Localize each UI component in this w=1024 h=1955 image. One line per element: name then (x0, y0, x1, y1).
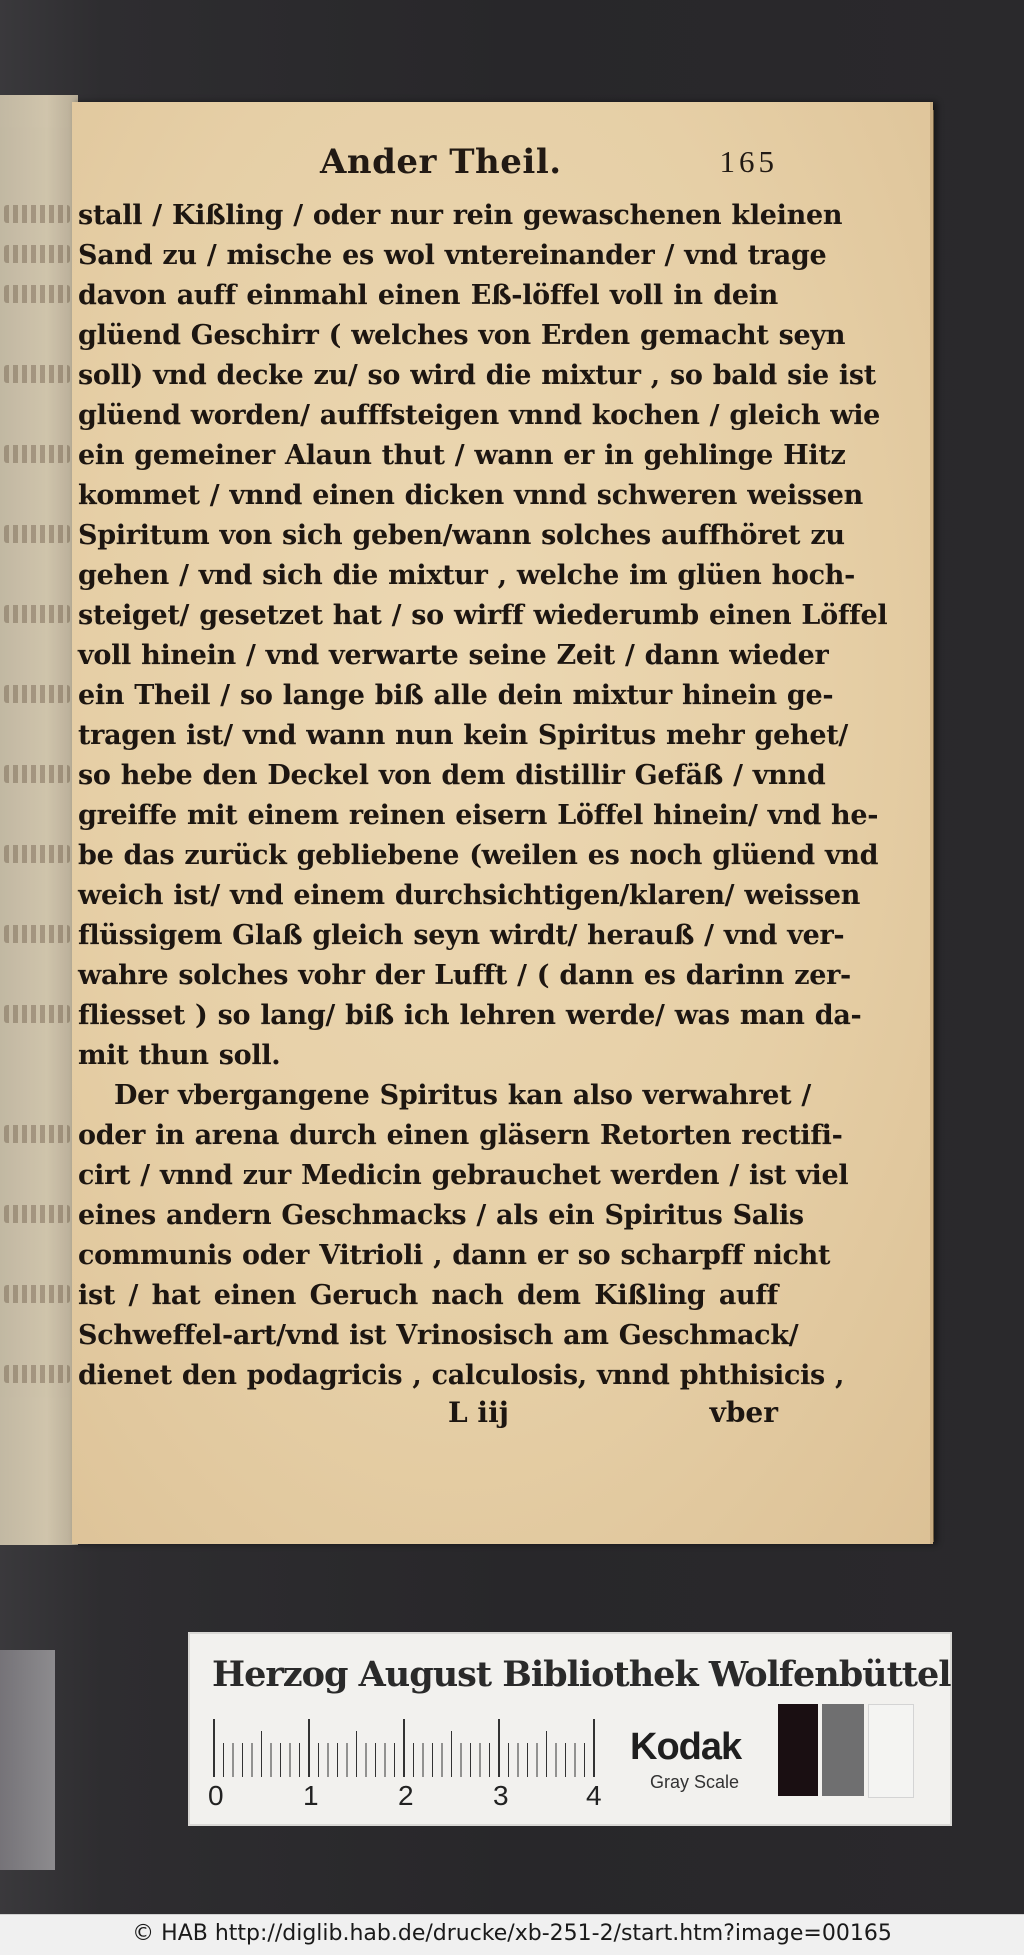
white-swatch (868, 1704, 914, 1798)
text-line: weich ist/ vnd einem durchsichtigen/klaren/ weissen (78, 880, 861, 911)
black-swatch (778, 1704, 818, 1796)
text-line: steiget/ gesetzet hat / so wirff wiederumb einen Löffel (78, 600, 888, 631)
text-line: davon auff einmahl einen Eß-löffel voll in dein (78, 280, 778, 311)
text-line: gehen / vnd sich die mixtur , welche im glüen hoch- (78, 560, 855, 591)
text-line: flüssigem Glaß gleich seyn wirdt/ herauß / vnd ver- (78, 920, 845, 951)
ghost-text-line (4, 1125, 70, 1143)
signature-mark: L iij (448, 1396, 509, 1429)
ruler-ticks (212, 1719, 602, 1779)
library-name: Herzog August Bibliothek Wolfenbüttel (212, 1654, 951, 1695)
page-footer (78, 1396, 778, 1436)
text-line: ist / hat einen Geruch nach dem Kißling auff (78, 1280, 778, 1311)
ruler-label: 2 (398, 1780, 414, 1811)
ghost-text-line (4, 925, 70, 943)
catchword: vber (709, 1396, 778, 1429)
running-title: Ander Theil. (320, 142, 562, 182)
text-line: kommet / vnnd einen dicken vnnd schweren weissen (78, 480, 864, 511)
ghost-text-line (4, 1285, 70, 1303)
ruler-label: 3 (493, 1780, 509, 1811)
ruler-label: 1 (303, 1780, 319, 1811)
text-line: glüend Geschirr ( welches von Erden gemacht seyn (78, 320, 846, 351)
kodak-logo: Kodak (630, 1726, 742, 1768)
ghost-text-line (4, 205, 70, 223)
text-line: ein Theil / so lange biß alle dein mixtur hinein ge- (78, 680, 834, 711)
ghost-text-line (4, 445, 70, 463)
ruler-label: 0 (208, 1780, 224, 1811)
text-line: dienet den podagricis , calculosis, vnnd phthisicis , (78, 1360, 845, 1391)
text-line: Der vbergangene Spiritus kan also verwahret / (114, 1080, 811, 1111)
ghost-text-line (4, 365, 70, 383)
color-scale-card (188, 1632, 952, 1826)
adjacent-page-edge (0, 95, 78, 1545)
gray-scale-label: Gray Scale (650, 1772, 740, 1792)
ghost-text-line (4, 605, 70, 623)
page-header (250, 142, 790, 182)
text-line: Schweffel-art/vnd ist Vrinosisch am Geschmack/ (78, 1320, 799, 1351)
text-line: ein gemeiner Alaun thut / wann er in gehlinge Hitz (78, 440, 846, 471)
ghost-text-line (4, 1205, 70, 1223)
gray-swatch (822, 1704, 864, 1796)
text-line: stall / Kißling / oder nur rein gewaschenen kleinen (78, 200, 843, 231)
text-line: tragen ist/ vnd wann nun kein Spiritus mehr gehet/ (78, 720, 848, 751)
ghost-text-line (4, 765, 70, 783)
ghost-text-line (4, 845, 70, 863)
ghost-text-line (4, 525, 70, 543)
measurement-ruler (212, 1719, 602, 1779)
text-line: voll hinein / vnd verwarte seine Zeit / dann wieder (78, 640, 829, 671)
ghost-text-line (4, 1005, 70, 1023)
text-line: soll) vnd decke zu/ so wird die mixtur , so bald sie ist (78, 360, 876, 391)
text-line: cirt / vnnd zur Medicin gebrauchet werden / ist viel (78, 1160, 849, 1191)
text-line: fliesset ) so lang/ biß ich lehren werde/ was man da- (78, 1000, 862, 1031)
text-line: greiffe mit einem reinen eisern Löffel hinein/ vnd he- (78, 800, 879, 831)
text-line: oder in arena durch einen gläsern Retorten rectifi- (78, 1120, 843, 1151)
ghost-text-line (4, 245, 70, 263)
ghost-text-line (4, 285, 70, 303)
text-line: communis oder Vitrioli , dann er so scharpff nicht (78, 1240, 831, 1271)
copyright-credit: © HAB http://diglib.hab.de/drucke/xb-251-2/start.htm?image=00165 (132, 1921, 892, 1946)
text-line: Spiritum von sich geben/wann solches auffhöret zu (78, 520, 845, 551)
attribution-bar (0, 1914, 1024, 1955)
ghost-text-line (4, 1365, 70, 1383)
text-line: wahre solches vohr der Lufft / ( dann es darinn zer- (78, 960, 851, 991)
text-line: Sand zu / mische es wol vntereinander / vnd trage (78, 240, 827, 271)
ruler-label: 4 (586, 1780, 602, 1811)
text-line: eines andern Geschmacks / als ein Spiritus Salis (78, 1200, 804, 1231)
page-number: 165 (719, 144, 778, 179)
text-line: glüend worden/ aufffsteigen vnnd kochen / gleich wie (78, 400, 881, 431)
body-text (78, 196, 888, 1396)
text-line: so hebe den Deckel von dem distillir Gefäß / vnnd (78, 760, 826, 791)
text-line: mit thun soll. (78, 1040, 281, 1071)
text-line: be das zurück gebliebene (weilen es noch glüend vnd (78, 840, 879, 871)
ghost-text-line (4, 685, 70, 703)
adjacent-page-shadow (0, 1650, 55, 1870)
